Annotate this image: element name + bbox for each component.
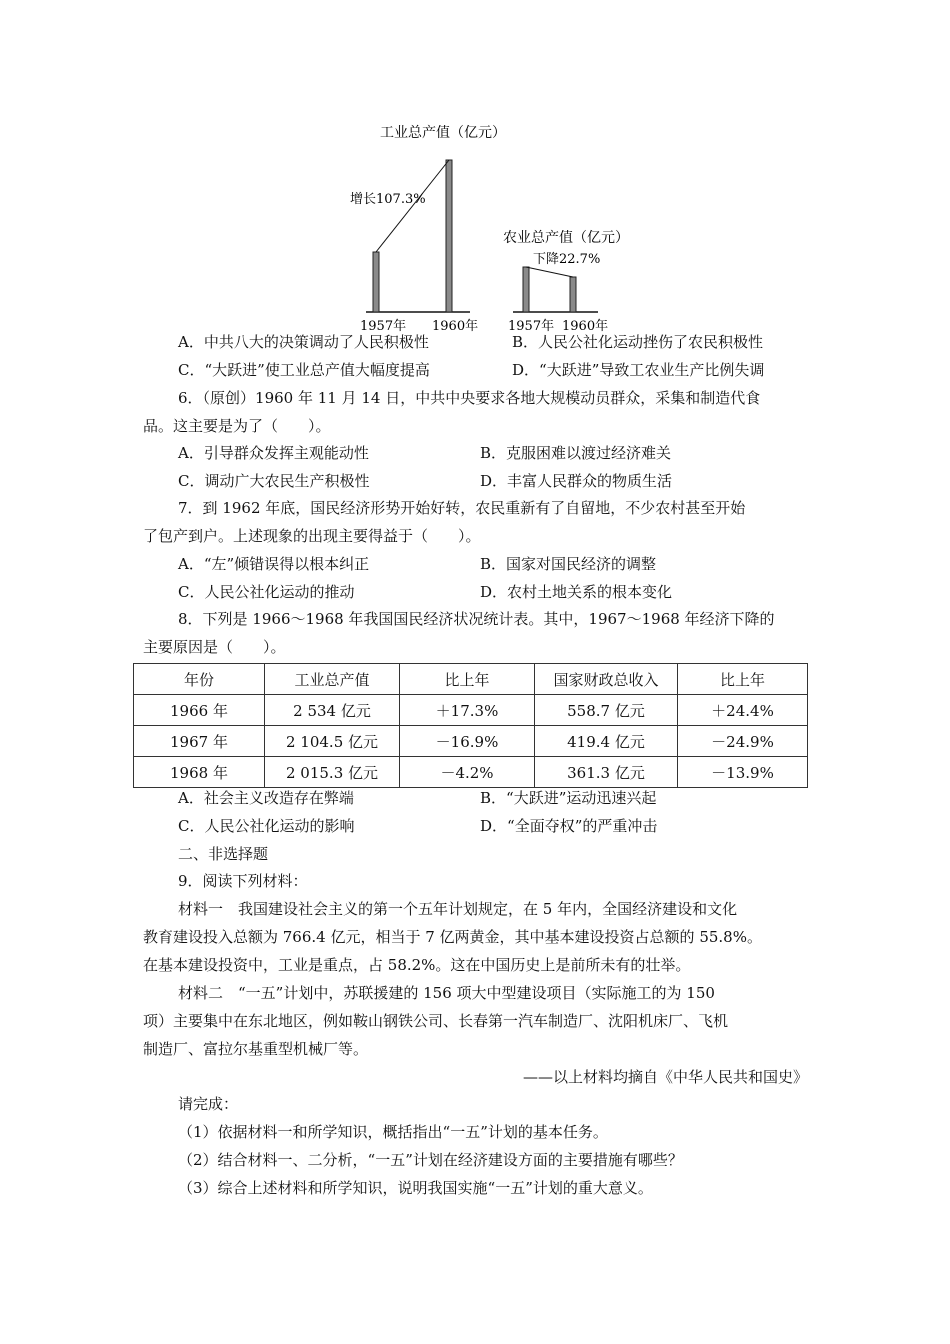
agri-chart-title: 农业总产值（亿元） [503, 230, 629, 246]
q9-material1-line3: 在基本建设投资中，工业是重点，占 58.2%。这在中国历史上是前所未有的壮举。 [143, 956, 691, 974]
industry-x-1960: 1960年 [432, 319, 479, 334]
industry-x-1957: 1957年 [360, 319, 407, 334]
table-row [134, 757, 808, 788]
section-heading-non-choice: 二、非选择题 [178, 845, 269, 863]
industry-chart-title: 工业总产值（亿元） [380, 125, 506, 141]
agri-x-1960: 1960年 [562, 319, 609, 334]
table-row [134, 695, 808, 726]
q6-stem-line1: 6．（原创）1960 年 11 月 14 日，中共中央要求各地大规模动员群众，采集和制造代食 [178, 389, 761, 407]
economy-stats-table [133, 663, 808, 788]
q9-subquestion-2: （2）结合材料一、二分析，“一五”计划在经济建设方面的主要措施有哪些？ [178, 1151, 683, 1169]
q6-option-d[interactable]: D．丰富人民群众的物质生活 [480, 472, 673, 490]
table-cell: 1968 年 [134, 757, 265, 788]
q7-option-d[interactable]: D．农村土地关系的根本变化 [480, 583, 673, 601]
q5-option-d[interactable]: D．“大跃进”导致工农业生产比例失调 [512, 361, 765, 379]
q8-stem-line2: 主要原因是（ ）。 [143, 638, 286, 656]
q6-option-a[interactable]: A．引导群众发挥主观能动性 [178, 444, 369, 462]
q7-stem-line1: 7．到 1962 年底，国民经济形势开始好转，农民重新有了自留地，不少农村甚至开始 [178, 499, 746, 517]
q9-material2-line2: 项）主要集中在东北地区，例如鞍山钢铁公司、长春第一汽车制造厂、沈阳机床厂、飞机 [143, 1012, 729, 1030]
table-cell: 419.4 亿元 [535, 726, 678, 757]
table-header-cell: 工业总产值 [265, 664, 400, 695]
q9-ask: 请完成： [178, 1095, 239, 1113]
table-header-cell: 比上年 [678, 664, 808, 695]
q8-stem-line1: 8．下列是 1966～1968 年我国国民经济状况统计表。其中，1967～1968 年经济下降的 [178, 610, 775, 628]
q9-subquestion-3: （3）综合上述材料和所学知识，说明我国实施“一五”计划的重大意义。 [178, 1179, 653, 1197]
q6-option-c[interactable]: C．调动广大农民生产积极性 [178, 472, 370, 490]
agri-bar-1960 [570, 277, 576, 312]
table-cell: －16.9% [400, 726, 535, 757]
table-header-row [134, 664, 808, 695]
table-cell: ＋17.3% [400, 695, 535, 726]
table-cell: 1966 年 [134, 695, 265, 726]
agri-decline-line [526, 267, 573, 277]
table-cell: 2 534 亿元 [265, 695, 400, 726]
agri-decline-label: 下降22.7% [533, 252, 601, 267]
q5-option-a[interactable]: A．中共八大的决策调动了人民积极性 [178, 333, 429, 351]
table-cell: －4.2% [400, 757, 535, 788]
table-cell: 361.3 亿元 [535, 757, 678, 788]
table-header-cell: 年份 [134, 664, 265, 695]
q5-option-b[interactable]: B．人民公社化运动挫伤了农民积极性 [512, 333, 764, 351]
agri-bar-1957 [523, 267, 529, 312]
q6-stem-line2: 品。这主要是为了（ ）。 [143, 417, 331, 435]
q8-option-d[interactable]: D．“全面夺权”的严重冲击 [480, 817, 658, 835]
table-row [134, 726, 808, 757]
table-cell: 1967 年 [134, 726, 265, 757]
chart-figure [330, 115, 630, 335]
q8-option-c[interactable]: C．人民公社化运动的影响 [178, 817, 355, 835]
industry-bar-1957 [373, 252, 379, 312]
industry-bar-1960 [446, 160, 452, 312]
q7-option-b[interactable]: B．国家对国民经济的调整 [480, 555, 657, 573]
q6-option-b[interactable]: B．克服困难以渡过经济难关 [480, 444, 672, 462]
q9-stem: 9．阅读下列材料： [178, 872, 308, 890]
q8-option-b[interactable]: B．“大跃进”运动迅速兴起 [480, 789, 657, 807]
q5-option-c[interactable]: C．“大跃进”使工业总产值大幅度提高 [178, 361, 430, 379]
q7-option-c[interactable]: C．人民公社化运动的推动 [178, 583, 355, 601]
q9-material1-line2: 教育建设投入总额为 766.4 亿元，相当于 7 亿两黄金，其中基本建设投资占总额的 55.8%。 [143, 928, 762, 946]
table-cell: 558.7 亿元 [535, 695, 678, 726]
table-cell: －24.9% [678, 726, 808, 757]
q9-material1-line1: 材料一 我国建设社会主义的第一个五年计划规定，在 5 年内，全国经济建设和文化 [178, 900, 738, 918]
q7-option-a[interactable]: A．“左”倾错误得以根本纠正 [178, 555, 370, 573]
q9-subquestion-1: （1）依据材料一和所学知识，概括指出“一五”计划的基本任务。 [178, 1123, 608, 1141]
agri-x-1957: 1957年 [508, 319, 555, 334]
industry-growth-label: 增长107.3% [350, 192, 426, 207]
q7-stem-line2: 了包产到户。上述现象的出现主要得益于（ ）。 [143, 527, 481, 545]
q9-material2-line3: 制造厂、富拉尔基重型机械厂等。 [143, 1040, 369, 1058]
table-header-cell: 国家财政总收入 [535, 664, 678, 695]
table-cell: －13.9% [678, 757, 808, 788]
q8-option-a[interactable]: A．社会主义改造存在弊端 [178, 789, 354, 807]
q9-source: ——以上材料均摘自《中华人民共和国史》 [522, 1068, 808, 1086]
table-cell: 2 104.5 亿元 [265, 726, 400, 757]
table-cell: 2 015.3 亿元 [265, 757, 400, 788]
table-header-cell: 比上年 [400, 664, 535, 695]
table-cell: ＋24.4% [678, 695, 808, 726]
q9-material2-line1: 材料二 “一五”计划中，苏联援建的 156 项大中型建设项目（实际施工的为 150 [178, 984, 715, 1002]
